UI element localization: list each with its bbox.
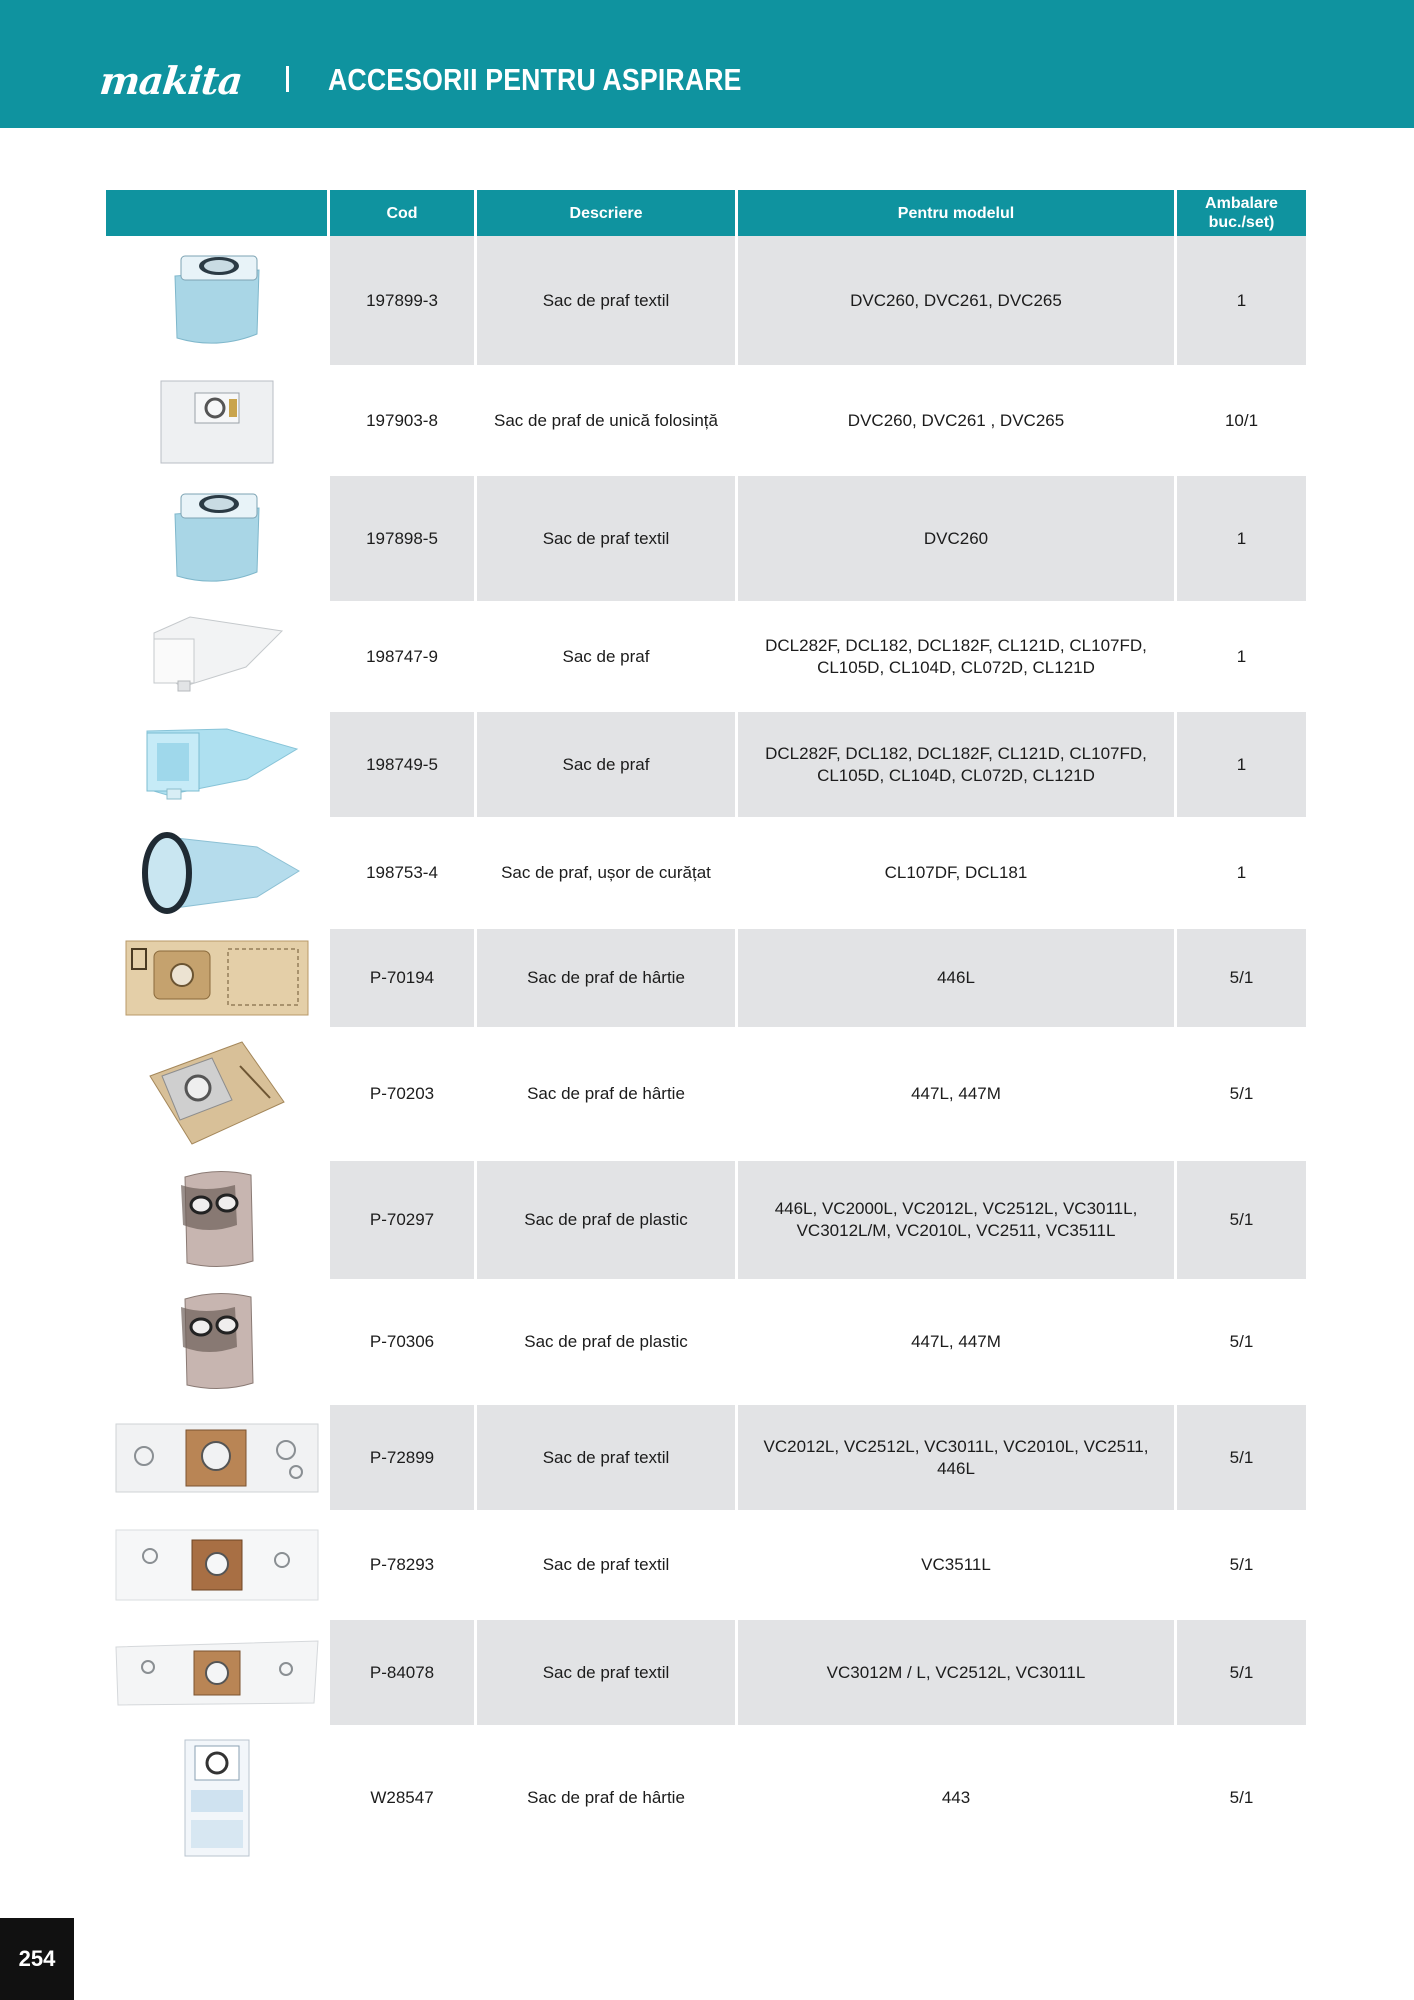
table-row — [106, 712, 1306, 817]
cell-code: P-70194 — [330, 929, 474, 1027]
cell-description: Sac de praf textil — [477, 476, 735, 601]
cell-code: P-70297 — [330, 1161, 474, 1279]
product-image-cell — [106, 1161, 327, 1279]
header-packaging: Ambalare buc./set) — [1177, 190, 1306, 236]
product-image-cell — [106, 1405, 327, 1510]
table-header-row — [106, 190, 1306, 236]
header-description: Descriere — [477, 190, 735, 236]
cell-code: 197899-3 — [330, 236, 474, 365]
products-table — [103, 190, 1309, 1870]
fleece-bag-icon — [114, 1526, 320, 1604]
table-row — [106, 601, 1306, 712]
cell-models: VC3511L — [921, 1555, 991, 1574]
cell-packaging: 5/1 — [1229, 1084, 1254, 1103]
cell-description: Sac de praf textil — [477, 236, 735, 365]
cell-models: DCL282F, DCL182, DCL182F, CL121D, CL107FD, CL105D, CL104D, CL072D, CL121D — [738, 712, 1174, 817]
cell-packaging: 5/1 — [1229, 1555, 1254, 1574]
cell-packaging: 1 — [1177, 476, 1306, 601]
cell-packaging: 5/1 — [1177, 1405, 1306, 1510]
cell-description: Sac de praf textil — [477, 1405, 735, 1510]
cell-models: DVC260, DVC261 , DVC265 — [847, 410, 1065, 430]
cell-code: 198747-9 — [366, 646, 438, 666]
blue-textile-bag-icon — [157, 484, 277, 594]
header-code: Cod — [330, 190, 474, 236]
cell-code: 198749-5 — [330, 712, 474, 817]
cell-description: Sac de praf — [562, 646, 650, 666]
page-header — [0, 0, 1414, 128]
cell-packaging: 1 — [1236, 863, 1247, 882]
cell-description: Sac de praf de hârtie — [527, 1787, 685, 1807]
product-image-cell — [106, 601, 327, 712]
white-bag-icon — [142, 609, 292, 705]
ring-bag-icon — [127, 825, 307, 921]
table-row — [106, 1161, 1306, 1279]
cell-models: CL107DF, DCL181 — [884, 863, 1028, 882]
table-row — [106, 817, 1306, 929]
makita-logo: makita — [97, 58, 245, 103]
cell-models: 447L, 447M — [911, 1332, 1001, 1351]
paper-bag-angled-icon — [142, 1036, 292, 1152]
cell-description: Sac de praf textil — [542, 1555, 670, 1574]
cell-description: Sac de praf — [477, 712, 735, 817]
product-image-cell — [106, 365, 327, 476]
product-image-cell — [106, 817, 327, 929]
cell-description: Sac de praf de hârtie — [527, 1084, 685, 1103]
cell-packaging: 1 — [1236, 646, 1247, 666]
cell-description: Sac de praf de plastic — [477, 1161, 735, 1279]
blue-bag-icon — [127, 719, 307, 811]
cell-description: Sac de praf, ușor de curățat — [501, 863, 711, 882]
paper-bag-tall-icon — [181, 1736, 253, 1860]
table-row — [106, 1027, 1306, 1161]
plastic-bag-icon — [175, 1287, 259, 1397]
table-row — [106, 365, 1306, 476]
table-row — [106, 236, 1306, 365]
cell-code: P-78293 — [369, 1555, 435, 1574]
cell-models: VC3012M / L, VC2512L, VC3011L — [738, 1620, 1174, 1725]
cell-models: DVC260 — [738, 476, 1174, 601]
cell-description: Sac de praf de plastic — [524, 1332, 688, 1351]
page-number: 254 — [0, 1918, 74, 2000]
cell-code: P-72899 — [330, 1405, 474, 1510]
product-image-cell — [106, 1027, 327, 1161]
cell-code: P-70203 — [369, 1084, 435, 1103]
cell-code: 197903-8 — [366, 410, 438, 430]
page-title: ACCESORII PENTRU ASPIRARE — [328, 62, 742, 97]
cell-packaging: 5/1 — [1177, 929, 1306, 1027]
disposable-bag-icon — [157, 375, 277, 467]
product-image-cell — [106, 1510, 327, 1620]
table-row — [106, 1725, 1306, 1870]
cell-code: P-70306 — [369, 1332, 435, 1351]
table-row — [106, 929, 1306, 1027]
cell-models: 446L, VC2000L, VC2012L, VC2512L, VC3011L, VC3012L/M, VC2010L, VC2511, VC3511L — [738, 1161, 1174, 1279]
cell-code: P-84078 — [330, 1620, 474, 1725]
product-image-cell — [106, 1279, 327, 1405]
table-row — [106, 1279, 1306, 1405]
cell-models: 447L, 447M — [911, 1084, 1001, 1103]
cell-description: Sac de praf de hârtie — [477, 929, 735, 1027]
product-image-cell — [106, 1620, 327, 1725]
product-image-cell — [106, 236, 327, 365]
cell-packaging: 5/1 — [1177, 1620, 1306, 1725]
cell-models: VC2012L, VC2512L, VC3011L, VC2010L, VC2511, 446L — [738, 1405, 1174, 1510]
table-row — [106, 1405, 1306, 1510]
cell-packaging: 1 — [1177, 236, 1306, 365]
cell-packaging: 5/1 — [1229, 1787, 1254, 1807]
table-row — [106, 1620, 1306, 1725]
cell-code: 197898-5 — [330, 476, 474, 601]
cell-models: 446L — [738, 929, 1174, 1027]
header-image — [106, 190, 327, 236]
cell-packaging: 1 — [1177, 712, 1306, 817]
fleece-bag-icon — [114, 1420, 320, 1496]
product-image-cell — [106, 929, 327, 1027]
cell-models: DVC260, DVC261, DVC265 — [738, 236, 1174, 365]
plastic-bag-icon — [175, 1165, 259, 1275]
cell-description: Sac de praf textil — [477, 1620, 735, 1725]
fleece-bag-icon — [114, 1637, 320, 1709]
cell-models: 443 — [941, 1787, 971, 1807]
cell-models: DCL282F, DCL182, DCL182F, CL121D, CL107FD, CL105D, CL104D, CL072D, CL121D — [765, 635, 1147, 677]
product-image-cell — [106, 1725, 327, 1870]
table-row — [106, 476, 1306, 601]
blue-textile-bag-icon — [157, 246, 277, 356]
cell-packaging: 5/1 — [1229, 1332, 1254, 1351]
cell-description: Sac de praf de unică folosință — [494, 410, 718, 430]
cell-packaging: 5/1 — [1177, 1161, 1306, 1279]
table-row — [106, 1510, 1306, 1620]
cell-packaging: 10/1 — [1224, 410, 1259, 430]
header-models: Pentru modelul — [738, 190, 1174, 236]
product-image-cell — [106, 712, 327, 817]
cell-code: W28547 — [370, 1787, 434, 1807]
cell-code: 198753-4 — [366, 863, 438, 882]
product-image-cell — [106, 476, 327, 601]
paper-bag-flat-icon — [124, 937, 310, 1019]
header-separator — [286, 66, 289, 92]
